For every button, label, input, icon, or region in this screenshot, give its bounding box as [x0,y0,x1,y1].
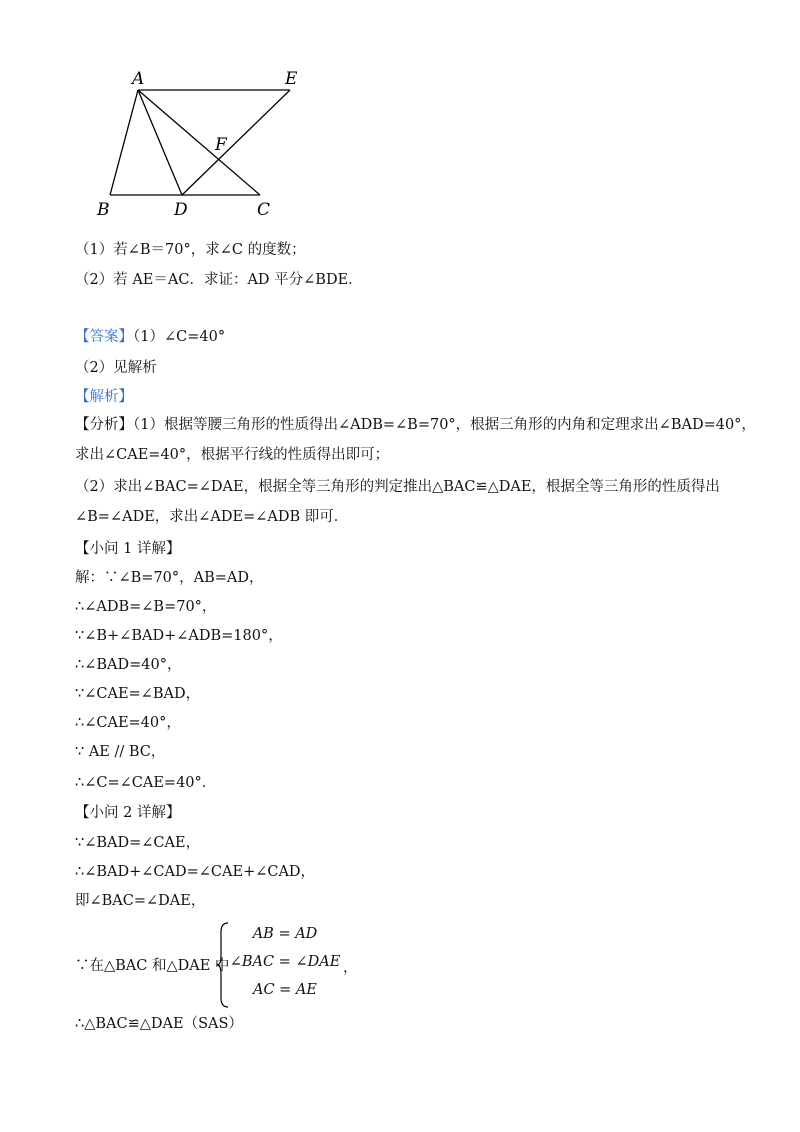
label-F: F [215,135,227,155]
equation-3: AC = AE [253,982,317,998]
answer-2: （2）见解析 [75,360,157,376]
fenxi-line-1 [75,415,756,435]
segment-AB [110,90,138,195]
fenxi-2b: ∠B=∠ADE，求出∠ADE=∠ADB 即可． [75,509,349,525]
fenxi-tag: 【分析】 [75,417,133,433]
segment-AD [138,90,182,195]
step-1-8: ∴∠C=∠CAE=40°． [75,775,217,791]
step-1-6: ∴∠CAE=40°， [75,715,181,731]
answer-tag: 【答案】 [75,329,133,345]
step-2-2: ∴∠BAD+∠CAD=∠CAE+∠CAD， [75,864,316,880]
step-2-5: ∴△BAC≌△DAE（SAS） [75,1016,243,1032]
answer-line-1 [75,327,225,347]
label-C: C [257,200,271,220]
sub-question-1-header: 【小问 1 详解】 [75,541,181,557]
fenxi-2: （2）求出∠BAC=∠DAE，根据全等三角形的判定推出△BAC≌△DAE，根据全等三角形的性质得出 [75,479,720,495]
step-2-3: 即∠BAC=∠DAE， [75,893,206,909]
label-D: D [174,200,188,220]
label-B: B [97,200,110,220]
question-2: （2）若 AE＝AC．求证：AD 平分∠BDE． [75,272,363,288]
geometry-figure [80,60,320,230]
analysis-tag: 【解析】 [75,389,133,405]
step-1-1: 解：∵∠B=70°，AB=AD， [75,570,264,586]
sub-question-2-header: 【小问 2 详解】 [75,805,181,821]
system-comma: ， [343,960,358,976]
label-A: A [132,69,145,89]
step-1-3: ∵∠B+∠BAD+∠ADB=180°， [75,628,283,644]
answer-1: （1）∠C=40° [133,329,226,345]
fenxi-1b: 求出∠CAE=40°，根据平行线的性质得出即可； [75,447,390,463]
equation-2: ∠BAC = ∠DAE [229,954,341,970]
question-1: （1）若∠B＝70°，求∠C 的度数； [75,242,306,258]
equation-1: AB = AD [252,926,318,942]
system-equations [225,920,345,1004]
step-2-4-lead: ∵在△BAC 和△DAE 中 [75,958,230,974]
fenxi-1: （1）根据等腰三角形的性质得出∠ADB=∠B=70°，根据三角形的内角和定理求出∠BAD=40°， [133,417,756,433]
step-1-5: ∵∠CAE=∠BAD， [75,686,201,702]
step-1-7: ∵ AE // BC， [75,744,166,760]
step-1-4: ∴∠BAD=40°， [75,657,182,673]
step-1-2: ∴∠ADB=∠B=70°， [75,599,217,615]
step-2-1: ∵∠BAD=∠CAE， [75,835,201,851]
congruence-system [75,920,395,1010]
label-E: E [285,69,298,89]
triangle-diagram [80,60,320,230]
